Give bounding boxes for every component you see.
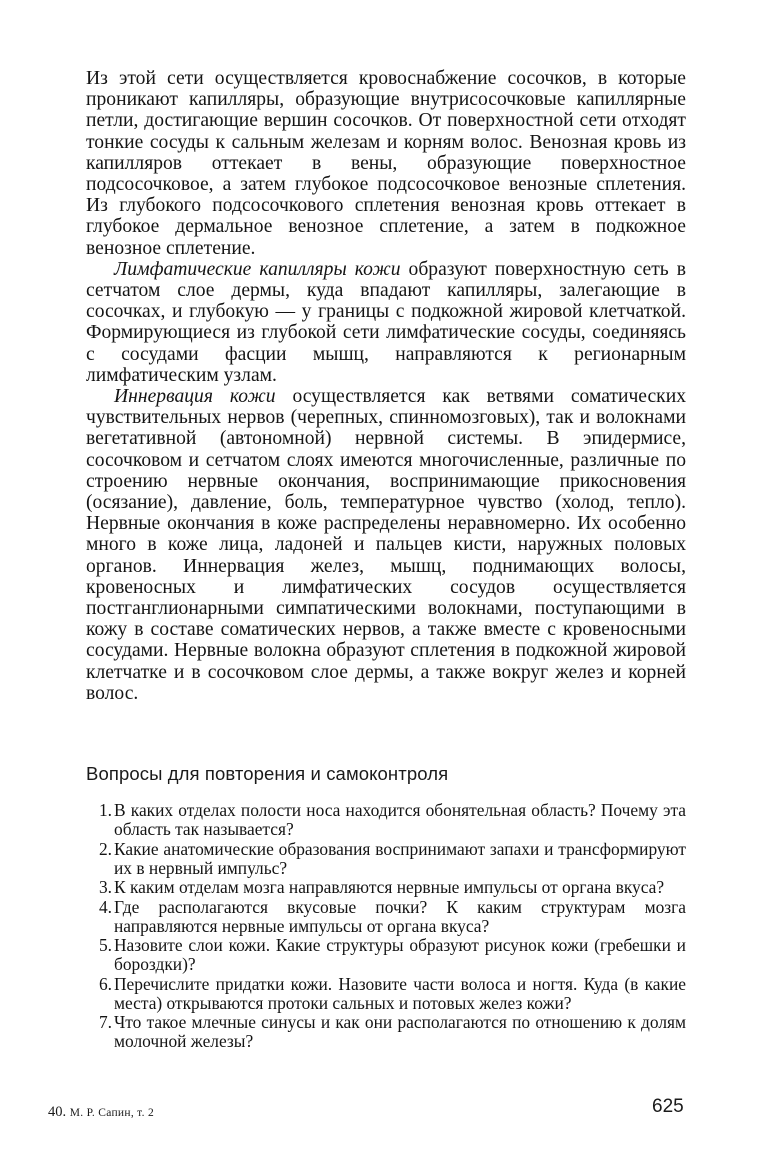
- question-text: Назовите слои кожи. Какие структуры образуют рисунок кожи (гребешки и бороздки)?: [114, 935, 686, 974]
- paragraph-blood-supply: Из этой сети осуществляется кровоснабжение сосочков, в которые проникают капилляры, образующие внутрисосочковые капиллярные петли, достигающие вершин сосочков. От поверхностной сети отходят тонкие сосуды к сальным железам и корням волос. Венозная кровь из капилляров оттекает в вены, образующие поверхностное подсосочковое, а затем глубокое подсосочковое венозные сплетения. Из глубокого подсосочкового сплетения венозная кровь оттекает в глубокое дермальное венозное сплетение, а затем в подкожное венозное сплетение.: [86, 68, 686, 259]
- question-text: В каких отделах полости носа находится обонятельная область? Почему эта область так называется?: [114, 800, 686, 839]
- paragraph-innervation-text: осуществляется как ветвями соматических чувствительных нервов (черепных, спинномозговых), так и волокнами вегетативной (автономной) нервной системы. В эпидермисе, сосочковом и сетчатом слоях имеются многочисленные, различные по строению нервные окончания, воспринимающие прикосновения (осязание), давление, боль, температурное чувство (холод, тепло). Нервные окончания в коже распределены неравномерно. Их особенно много в коже лица, ладоней и пальцев кисти, наружных половых органов. Иннервация желез, мышц, поднимающих волосы, кровеносных и лимфатических сосудов осуществляется постганглионарными симпатическими волокнами, поступающими в кожу в составе соматических нервов, а также вместе с кровеносными сосудами. Нервные волокна образуют сплетения в подкожной жировой клетчатке и в сосочковом слое дермы, а также вокруг желез и корней волос.: [86, 386, 686, 704]
- section-title-questions: Вопросы для повторения и самоконтроля: [86, 763, 449, 784]
- paragraph-lymphatic: [86, 259, 686, 386]
- question-item: [86, 975, 686, 1013]
- question-number: 3.: [98, 877, 112, 897]
- question-text: К каким отделам мозга направляются нервные импульсы от органа вкуса?: [114, 877, 665, 897]
- paragraph-innervation: [86, 386, 686, 704]
- page-body: [86, 68, 686, 704]
- question-number: 2.: [98, 838, 112, 859]
- page-number: 625: [652, 1096, 684, 1117]
- question-item: [86, 878, 686, 897]
- question-text: Перечислите придатки кожи. Назовите части волоса и ногтя. Куда (в какие места) открываются протоки сальных и потовых желез кожи?: [114, 973, 686, 1013]
- printer-signature: [48, 1104, 154, 1121]
- question-number: 4.: [98, 896, 112, 917]
- paragraph-lymphatic-text: образуют поверхностную сеть в сетчатом слое дермы, куда впадают капилляры, залегающие в сосочках, и глубокую — у границы с подкожной жировой клетчаткой. Формирующиеся из глубокой сети лимфатические сосуды, соединяясь с сосудами фасции мышц, направляются к регионарным лимфатическим узлам.: [86, 258, 686, 386]
- question-text: Где располагаются вкусовые почки? К каким структурам мозга направляются нервные импульсы от органа вкуса?: [114, 896, 686, 936]
- term-innervation: Иннервация кожи: [114, 386, 276, 408]
- question-item: [86, 898, 686, 936]
- question-text: Что такое млечные синусы и как они располагаются по отношению к долям молочной железы?: [114, 1012, 686, 1051]
- question-text: Какие анатомические образования воспринимают запахи и трансформируют их в нервный импульс?: [114, 838, 686, 878]
- term-lymphatic-capillaries: Лимфатические капилляры кожи: [114, 258, 401, 280]
- signature-number: 40.: [48, 1104, 67, 1120]
- question-item: [86, 1013, 686, 1051]
- question-item: [86, 840, 686, 878]
- question-item: [86, 801, 686, 839]
- question-number: 6.: [98, 973, 112, 994]
- question-number: 5.: [98, 935, 112, 955]
- question-number: 7.: [98, 1012, 112, 1032]
- signature-text: М. Р. Сапин, т. 2: [69, 1107, 155, 1119]
- questions-list: [86, 801, 686, 1052]
- question-number: 1.: [98, 800, 112, 820]
- question-item: [86, 936, 686, 974]
